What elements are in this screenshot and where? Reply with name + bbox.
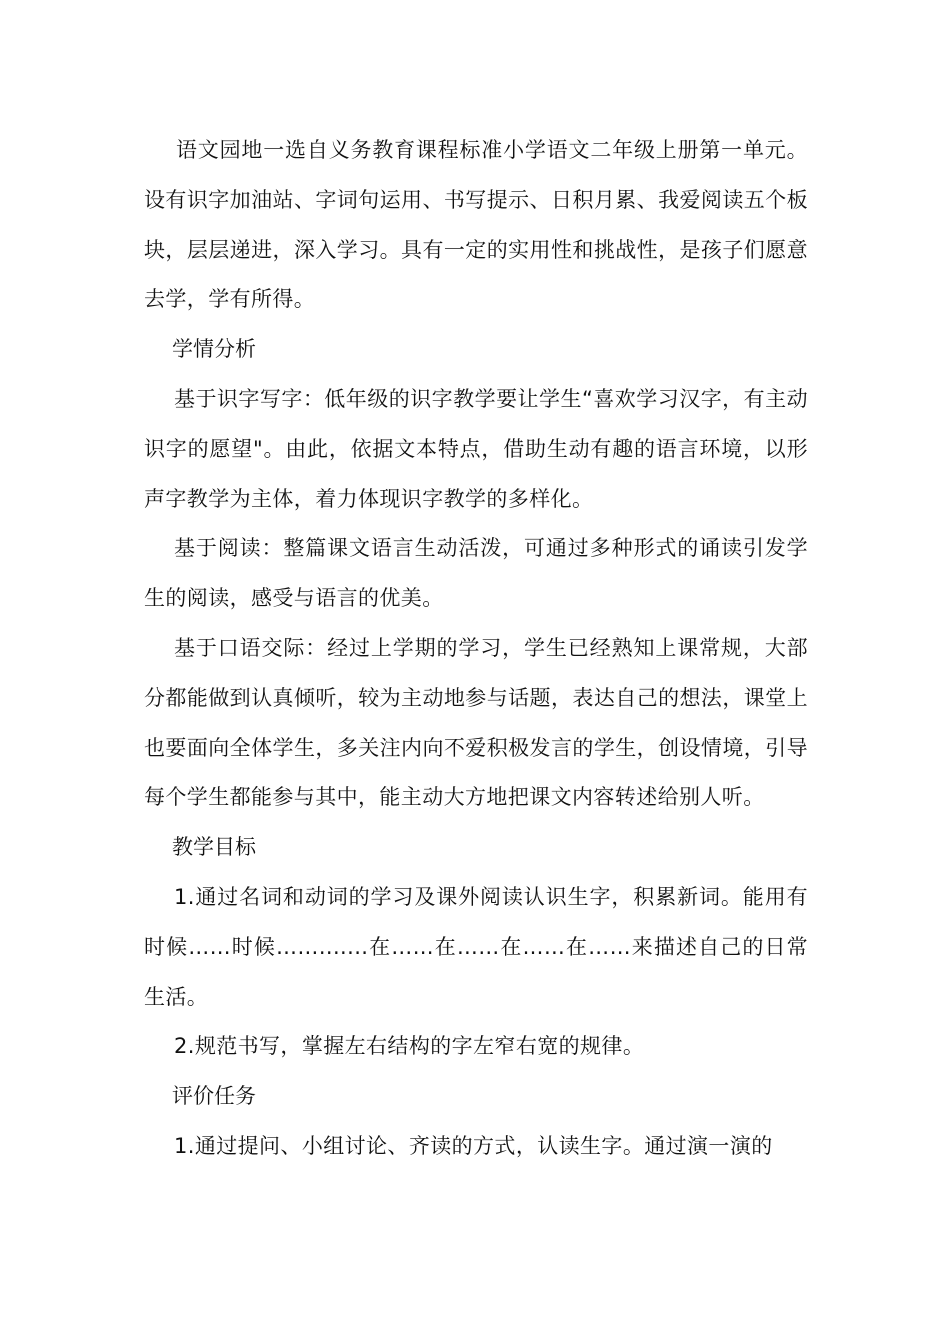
- evaluation-item-1: 1.通过提问、小组讨论、齐读的方式，认读生字。通过演一演的: [174, 1133, 773, 1158]
- analysis-literacy-paragraph: 基于识字写字：低年级的识字教学要让学生“喜欢学习汉字，有主动识字的愿望"。由此，依据文本特点，借助生动有趣的语言环境，以形声字教学为主体，着力体现识字教学的多样化。: [144, 386, 808, 511]
- analysis-oral-paragraph: 基于口语交际：经过上学期的学习，学生已经熟知上课常规，大部分都能做到认真倾听，较为主动地参与话题，表达自己的想法，课堂上也要面向全体学生，多关注内向不爱积极发言的学生，创设情境，引导每个学生都能参与其中，能主动大方地把课文内容转述给别人听。: [144, 635, 808, 810]
- analysis-reading-paragraph: 基于阅读：整篇课文语言生动活泼，可通过多种形式的诵读引发学生的阅读，感受与语言的优美。: [144, 536, 808, 611]
- goal-item-1: 1.通过名词和动词的学习及课外阅读认识生字，积累新词。能用有时候……时候…….......在……在……在……在……来描述自己的日常生活。: [144, 884, 808, 1009]
- intro-paragraph: 语文园地一选自义务教育课程标准小学语文二年级上册第一单元。设有识字加油站、字词句运用、书写提示、日积月累、我爱阅读五个板块，层层递进，深入学习。具有一定的实用性和挑战性，是孩子们愿意去学，学有所得。: [144, 138, 808, 312]
- section-heading-teaching-goals: 教学目标: [172, 835, 256, 860]
- goal-item-2: 2.规范书写，掌握左右结构的字左窄右宽的规律。: [174, 1034, 645, 1059]
- document-body: [144, 126, 808, 1172]
- section-heading-evaluation-tasks: 评价任务: [172, 1084, 256, 1109]
- section-heading-learning-analysis: 学情分析: [172, 337, 256, 362]
